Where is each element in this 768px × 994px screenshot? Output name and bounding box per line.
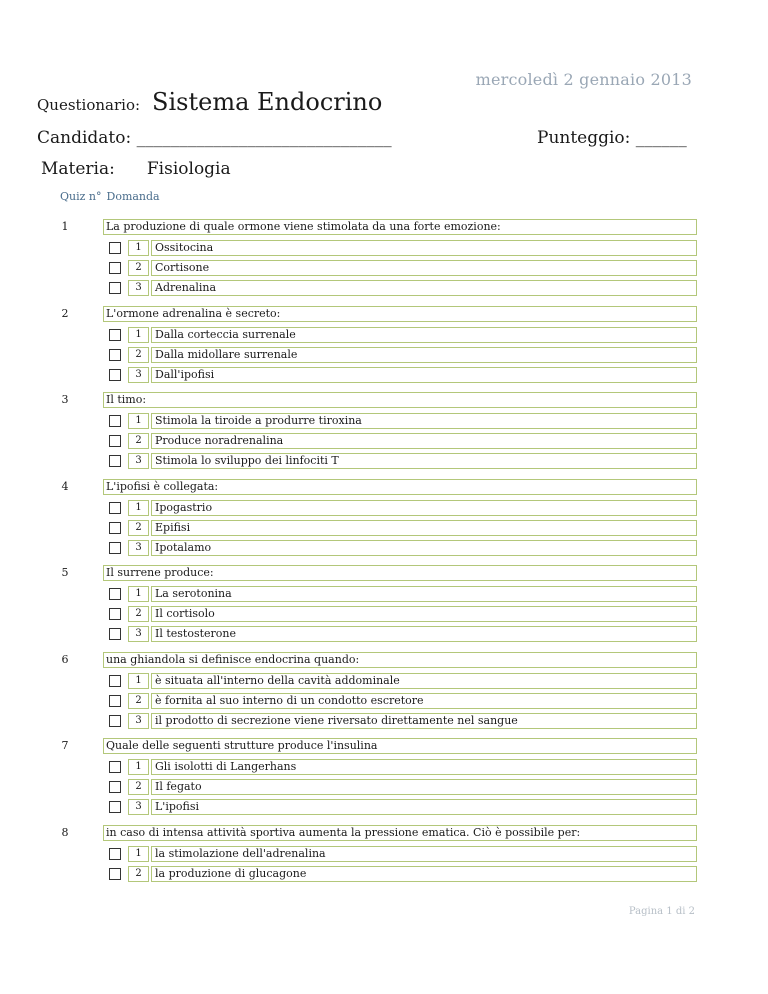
question-text: L'ipofisi è collegata: [103,479,697,495]
question-text: una ghiandola si definisce endocrina quando: [103,652,697,668]
option-text: Il testosterone [151,626,697,642]
option-number: 1 [128,673,149,689]
answer-checkbox[interactable] [109,628,121,640]
column-question: Domanda [106,190,160,203]
option-number: 2 [128,347,149,363]
question-text: Quale delle seguenti strutture produce l'insulina [103,738,697,754]
option-text: Ipotalamo [151,540,697,556]
answer-checkbox[interactable] [109,715,121,727]
answer-checkbox[interactable] [109,522,121,534]
option-number: 2 [128,260,149,276]
subject-label: Materia: [41,159,115,179]
column-quiz: Quiz n° [60,190,102,203]
question-text: in caso di intensa attività sportiva aumenta la pressione ematica. Ciò è possibile per: [103,825,697,841]
option-number: 2 [128,606,149,622]
question-number: 2 [61,307,69,320]
question-number: 8 [61,826,69,839]
answer-checkbox[interactable] [109,848,121,860]
answer-checkbox[interactable] [109,695,121,707]
option-text: il prodotto di secrezione viene riversato direttamente nel sangue [151,713,697,729]
answer-checkbox[interactable] [109,781,121,793]
answer-checkbox[interactable] [109,262,121,274]
answer-checkbox[interactable] [109,542,121,554]
option-text: Gli isolotti di Langerhans [151,759,697,775]
candidate-field[interactable]: Candidato: ______________________________ [37,128,392,148]
questionnaire-title [37,88,382,116]
option-text: La serotonina [151,586,697,602]
option-number: 1 [128,327,149,343]
option-text: è situata all'interno della cavità addominale [151,673,697,689]
option-number: 2 [128,520,149,536]
question-text: Il timo: [103,392,697,408]
answer-checkbox[interactable] [109,455,121,467]
answer-checkbox[interactable] [109,242,121,254]
answer-checkbox[interactable] [109,801,121,813]
score-field[interactable]: Punteggio: ______ [537,128,687,148]
questionnaire-label: Questionario: [37,96,141,114]
option-number: 1 [128,413,149,429]
answer-checkbox[interactable] [109,502,121,514]
option-number: 3 [128,799,149,815]
answer-checkbox[interactable] [109,608,121,620]
option-text: la stimolazione dell'adrenalina [151,846,697,862]
option-text: la produzione di glucagone [151,866,697,882]
option-number: 1 [128,240,149,256]
option-number: 1 [128,846,149,862]
option-text: Produce noradrenalina [151,433,697,449]
answer-checkbox[interactable] [109,282,121,294]
option-number: 3 [128,367,149,383]
option-number: 1 [128,586,149,602]
option-number: 3 [128,713,149,729]
question-number: 1 [61,220,69,233]
option-number: 3 [128,626,149,642]
option-text: è fornita al suo interno di un condotto escretore [151,693,697,709]
question-number: 5 [61,566,69,579]
option-text: Ossitocina [151,240,697,256]
question-text: L'ormone adrenalina è secreto: [103,306,697,322]
question-text: Il surrene produce: [103,565,697,581]
option-text: Epifisi [151,520,697,536]
option-text: Ipogastrio [151,500,697,516]
option-number: 3 [128,453,149,469]
option-number: 2 [128,433,149,449]
question-number: 3 [61,393,69,406]
question-number: 7 [61,739,69,752]
answer-checkbox[interactable] [109,349,121,361]
question-text: La produzione di quale ormone viene stimolata da una forte emozione: [103,219,697,235]
option-text: Il fegato [151,779,697,795]
questionnaire-value: Sistema Endocrino [152,88,383,116]
option-text: Cortisone [151,260,697,276]
option-text: Stimola lo sviluppo dei linfociti T [151,453,697,469]
option-text: Dalla corteccia surrenale [151,327,697,343]
answer-checkbox[interactable] [109,329,121,341]
option-text: Adrenalina [151,280,697,296]
question-number: 4 [61,480,69,493]
answer-checkbox[interactable] [109,868,121,880]
option-text: Dalla midollare surrenale [151,347,697,363]
answer-checkbox[interactable] [109,415,121,427]
answer-checkbox[interactable] [109,761,121,773]
date-label: mercoledì 2 gennaio 2013 [475,70,692,89]
option-text: Il cortisolo [151,606,697,622]
option-number: 2 [128,779,149,795]
answer-checkbox[interactable] [109,369,121,381]
column-headers [60,190,160,203]
subject-value: Fisiologia [146,159,231,179]
option-text: Stimola la tiroide a produrre tiroxina [151,413,697,429]
option-number: 3 [128,280,149,296]
answer-checkbox[interactable] [109,588,121,600]
option-text: L'ipofisi [151,799,697,815]
page-number: Pagina 1 di 2 [628,906,695,917]
option-number: 1 [128,500,149,516]
subject-line [41,159,231,179]
question-number: 6 [61,653,69,666]
option-number: 2 [128,693,149,709]
answer-checkbox[interactable] [109,435,121,447]
option-number: 3 [128,540,149,556]
option-number: 1 [128,759,149,775]
answer-checkbox[interactable] [109,675,121,687]
option-text: Dall'ipofisi [151,367,697,383]
option-number: 2 [128,866,149,882]
